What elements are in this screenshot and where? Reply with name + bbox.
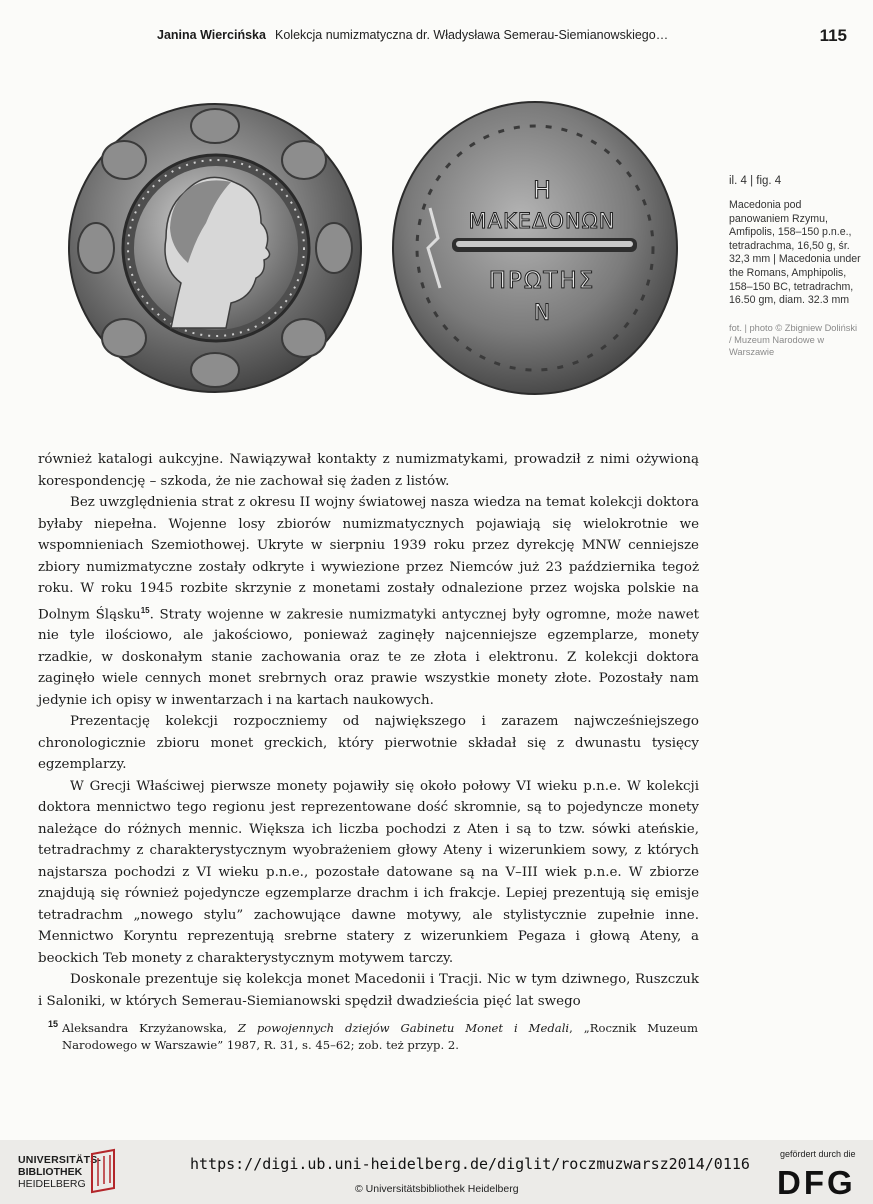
figure-caption <box>729 175 861 358</box>
photo-credit: fot. | photo © Zbigniew Doliński / Muzeum Narodowe w Warszawie <box>729 322 858 357</box>
dfg-logo: DFG <box>777 1164 856 1201</box>
reverse-monogram-top: Η <box>532 176 552 204</box>
figure-label: il. 4 | fig. 4 <box>729 175 782 187</box>
paragraph: również katalogi aukcyjne. Nawiązywał kontakty z numizmatykami, prowadził z nimi ożywioną korespondencję – szkoda, że nie zachował się żaden z listów. <box>38 452 699 489</box>
footnote <box>48 1019 698 1054</box>
main-text <box>38 449 699 1012</box>
reverse-monogram-bottom: Ν <box>533 301 551 326</box>
university-logo-icon <box>88 1148 118 1194</box>
paragraph: Doskonale prezentuje się kolekcja monet Macedonii i Tracji. Nic w tym dziwnego, Ruszczuk i Saloniki, w których Semerau-Siemianowski spędził dwadzieścia pięć lat swego <box>38 972 699 1009</box>
paragraph: W Grecji Właściwej pierwsze monety pojawiły się około połowy VI wieku p.n.e. W kolekcji doktora mennictwo tego regionu jest reprezentowane dość skromnie, są to pojedyncze monety należące do różnych mennic. Większa ich liczba pochodzi z Aten i są to tzw. sówki ateńskie, tetradrachmy z charakterystycznym wyobrażeniem głowy Ateny i wizerunkiem sowy, z których najstarsza pochodzi z VI wieku p.n.e., pozostałe datowane są na V–III wiek p.n.e. W zbiorze znajdują się również pojedyncze egzemplarze drachm i ich frakcje. Lepiej prezentują się emisje tetradrachm „nowego stylu” zachowujące dawne motywy, ale stylistycznie zupełnie inne. Mennictwo Koryntu reprezentują srebrne statery z wizerunkiem Pegaza i głową Ateny, a beockich Teb monety z charakterystycznym motywem tarczy. <box>38 778 699 966</box>
running-header <box>157 26 847 48</box>
reverse-legend-bottom: ΠΡΩΤΗΣ <box>488 268 596 294</box>
dfg-label: gefördert durch die <box>780 1149 856 1159</box>
header-author: Janina Wiercińska <box>157 28 266 42</box>
footer-bar <box>0 1140 873 1204</box>
uni-line-2: BIBLIOTHEK <box>18 1166 83 1178</box>
paragraph-part: . Straty wojenne w zakresie numizmatyki antycznej były ogromne, może nawet nie tyle ilościowo, ale jakościowo, ponieważ zaginęły najcenniejsze egzemplarze, monety rzadkie, w doskonałym stanie zachowania oraz te ze złota i elektronu. Z kolekcji doktora zaginęło wiele cennych monet srebrnych oraz prawie wszystkie monety złote. Pozostały nam jedynie ich opisy w inwentarzach i na kartach naukowych. <box>38 606 699 708</box>
uni-line-3: HEIDELBERG <box>18 1178 86 1190</box>
footnote-author: Aleksandra Krzyżanowska, <box>62 1021 238 1035</box>
footnote-number: 15 <box>48 1019 59 1029</box>
footnote-title: Z powojennych dziejów Gabinetu Monet i Medali <box>237 1021 570 1035</box>
coin-reverse-image <box>390 98 680 398</box>
footnote-ref[interactable]: 15 <box>140 605 150 615</box>
page-number: 115 <box>819 26 847 45</box>
coin-obverse-image <box>66 98 364 396</box>
header-title: Kolekcja numizmatyczna dr. Władysława Semerau-Siemianowskiego… <box>275 28 669 42</box>
paragraph: Prezentację kolekcji rozpoczniemy od największego i zarazem najwcześniejszego chronologicznie zbioru monet greckich, który pierwotnie składał się z dwunastu tysięcy egzemplarzy. <box>38 714 699 773</box>
reverse-legend-top: ΜΑΚΕΔΟΝΩΝ <box>468 209 616 233</box>
copyright-notice: © Universitätsbibliothek Heidelberg <box>355 1183 519 1195</box>
paragraph <box>38 492 699 711</box>
paragraph-part: Bez uwzględnienia strat z okresu II wojny światowej nasza wiedza na temat kolekcji doktora byłaby niepełna. Wojenne losy zbiorów numizmatycznych pojawiają się wielokrotnie we wspomnieniach Szemiothowej. Ukryte w sierpniu 1939 roku przez dyrekcję MNW cenniejsze zbiory numizmatyczne zostały odkryte i wywiezione przez Niemców już 23 października tegoż roku. W roku 1945 rozbite skrzynie z monetami zostały odnalezione przez wojska polskie na Dolnym Śląsku <box>38 495 699 622</box>
footnote-rest: , „Rocznik Muzeum Narodowego w Warszawie” 1987, R. 31, s. 45–62; zob. też przyp. 2. <box>62 1021 698 1052</box>
figure-description: Macedonia pod panowaniem Rzymu, Amfipolis, 158–150 p.n.e., tetradrachma, 16,50 g, śr. 32,3 mm | Macedonia under the Romans, Amphipolis, 158–150 BC, tetradrachm, 16.50 gm, diam. 32.3 mm <box>729 199 861 307</box>
document-url[interactable]: https://digi.ub.uni-heidelberg.de/diglit/roczmuzwarsz2014/0116 <box>190 1155 750 1173</box>
uni-line-1: UNIVERSITÄTS- <box>18 1154 102 1166</box>
